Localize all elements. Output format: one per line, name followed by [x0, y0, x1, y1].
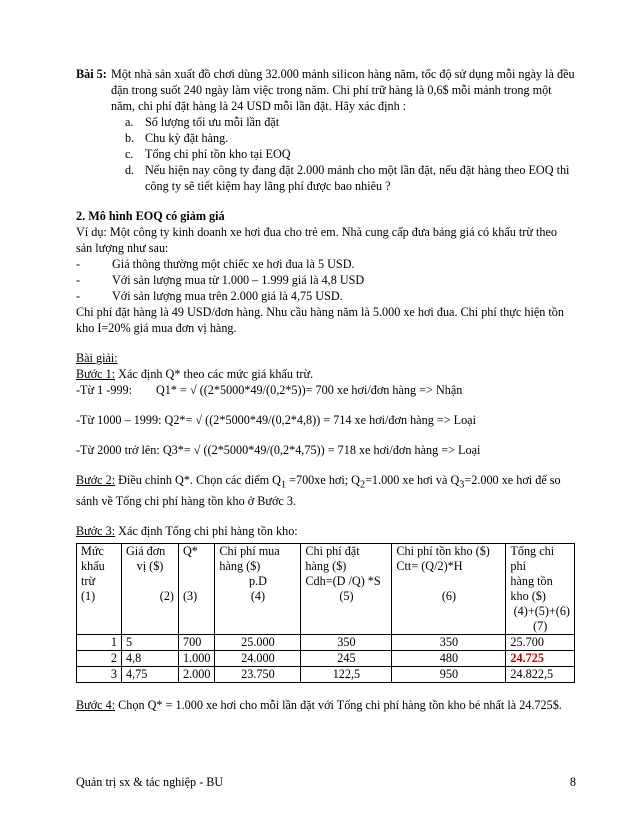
header-line: (4)+(5)+(6)	[513, 604, 570, 619]
bullet-text: Với sản lượng mua từ 1.000 – 1.999 giá là 4,8 USD	[112, 273, 365, 287]
page-footer	[76, 775, 576, 790]
table-cell: 2.000	[179, 667, 215, 683]
table-cell-highlight: 24.725	[506, 651, 575, 667]
subscript: 1	[280, 479, 287, 491]
header-line: hàng tồn kho ($)	[510, 574, 553, 604]
table-cell: 1.000	[179, 651, 215, 667]
table-cell: 122,5	[301, 667, 392, 683]
bullet-dash: -	[76, 257, 81, 271]
step3-text: Xác định Tổng chi phí hàng tồn kho:	[115, 524, 298, 539]
header-line: Giá đơn	[126, 544, 166, 559]
header-cell	[215, 544, 301, 635]
solution-heading: Bài giải:	[76, 351, 118, 365]
item-text: Tổng chi phí tồn kho tại EOQ	[145, 147, 291, 161]
header-line: Chi phí đặt	[305, 544, 360, 559]
header-line: Chi phí tồn kho ($)	[396, 544, 490, 559]
inventory-cost-table	[76, 543, 575, 683]
header-line: (1)	[81, 589, 96, 604]
step1-text: Xác định Q* theo các mức giá khấu trừ.	[115, 367, 314, 381]
header-cell	[506, 544, 575, 635]
item-text: Nếu hiện nay công ty đang đặt 2.000 mảnh cho một lần đặt, nếu đặt hàng theo EOQ thì công ty sẽ tiết kiệm hay lãng phí được bao nhiêu ?	[145, 163, 570, 193]
item-marker: d.	[125, 163, 135, 177]
table-cell: 23.750	[215, 667, 301, 683]
header-line: Q*	[183, 544, 198, 559]
table-cell: 245	[301, 651, 392, 667]
exercise-label: Bài 5:	[76, 67, 107, 81]
header-line: p.D	[248, 574, 267, 589]
header-line: trừ	[81, 574, 96, 589]
step4-label: Bước 4:	[76, 698, 116, 713]
table-cell: 25.000	[215, 635, 301, 651]
item-text: Chu kỳ đặt hàng.	[145, 131, 229, 145]
list-item	[125, 114, 576, 130]
item-text: Số lượng tối ưu mỗi lần đặt	[145, 115, 280, 129]
header-line: (3)	[183, 589, 198, 604]
header-line: (7)	[533, 619, 548, 634]
table-cell: 350	[392, 635, 506, 651]
header-line: khấu	[81, 559, 105, 574]
header-line	[183, 574, 210, 589]
header-line: hàng ($)	[305, 559, 347, 574]
header-line: hàng ($)	[219, 559, 261, 574]
q1-formula: Q1* = √ ((2*5000*49/(0,2*5))= 700 xe hơi/đơn hàng => Nhận	[156, 383, 463, 397]
table-row	[77, 651, 575, 667]
header-cell	[77, 544, 122, 635]
footer-title: Quản trị sx & tác nghiệp - BU	[76, 775, 224, 789]
table-cell: 1	[77, 635, 122, 651]
header-line: Ctt= (Q/2)*H	[396, 559, 463, 574]
step4-text: Chọn Q* = 1.000 xe hơi cho mỗi lần đặt với Tổng chi phí hàng tồn kho bé nhất là 24.725$.	[115, 698, 562, 713]
header-line: Cdh=(D /Q) *S	[305, 574, 381, 589]
header-line: Chi phí mua	[219, 544, 280, 559]
table-cell: 2	[77, 651, 122, 667]
q3-line: -Từ 2000 trở lên: Q3*= √ ((2*5000*49/(0,2*4,75)) = 718 xe hơi/đơn hàng => Loại	[76, 443, 481, 457]
header-line: (5)	[339, 589, 354, 604]
table-cell: 4,75	[122, 667, 179, 683]
step3-line	[76, 523, 576, 539]
step2-text: Điều chỉnh Q*. Chọn các điểm Q	[115, 473, 281, 487]
document-page	[76, 66, 576, 713]
step2-text: =700xe hơi; Q	[286, 473, 360, 487]
item-marker: b.	[125, 131, 135, 145]
header-line: (2)	[159, 589, 174, 604]
exercise-block	[76, 66, 576, 114]
step4-paragraph	[76, 697, 576, 713]
q1-range: -Từ 1 -999:	[76, 383, 133, 397]
table-header-row	[77, 544, 575, 635]
step2-text: =2.000 xe hơi để so sánh về Tổng chi phí hàng tồn kho ở Bước 3.	[76, 473, 561, 509]
subscript: 3	[459, 479, 465, 491]
header-line	[126, 574, 174, 589]
header-cell	[301, 544, 392, 635]
table-cell: 24.000	[215, 651, 301, 667]
step2-paragraph	[76, 472, 576, 509]
exercise-question-list	[76, 114, 576, 194]
list-item	[125, 162, 576, 194]
bullet-dash: -	[76, 273, 81, 287]
list-item	[125, 146, 576, 162]
list-item	[125, 130, 576, 146]
bullet-text: Giá thông thường một chiếc xe hơi đua là 5 USD.	[112, 257, 355, 271]
header-line: Tổng chi phí	[510, 544, 555, 574]
table-cell: 3	[77, 667, 122, 683]
table-cell: 950	[392, 667, 506, 683]
header-line: Mức	[81, 544, 104, 559]
header-line: (6)	[441, 589, 457, 604]
table-cell: 350	[301, 635, 392, 651]
q2-line: -Từ 1000 – 1999: Q2*= √ ((2*5000*49/(0,2*4,8)) = 714 xe hơi/đơn hàng => Loại	[76, 413, 476, 427]
step1-label: Bước 1:	[76, 367, 116, 381]
header-cell	[392, 544, 506, 635]
table-cell: 700	[179, 635, 215, 651]
example-intro: Ví dụ: Một công ty kinh doanh xe hơi đua cho trẻ em. Nhà cung cấp đưa bảng giá có khấu trừ theo sản lượng như sau:	[76, 225, 557, 255]
cost-paragraph: Chi phí đặt hàng là 49 USD/đơn hàng. Nhu cầu hàng năm là 5.000 xe hơi đua. Chi phí thực hiện tồn kho I=20% giá mua đơn vị hàng.	[76, 305, 564, 335]
header-line: vị ($)	[136, 559, 164, 574]
list-item	[76, 256, 576, 272]
q1-line	[76, 382, 576, 398]
exercise-text: Một nhà sản xuất đồ chơi dùng 32.000 mảnh silicon hàng năm, tốc độ sử dụng mỗi ngày là đều đặn trong suốt 240 ngày làm việc trong năm. Chi phí trữ hàng là 0,6$ mỗi mảnh trong một năm, chi phí đặt hàng là 24 USD mỗi lần đặt. Hãy xác định :	[111, 67, 575, 113]
item-marker: c.	[125, 147, 134, 161]
header-line	[183, 559, 210, 574]
table-row	[77, 667, 575, 683]
table-cell: 5	[122, 635, 179, 651]
step2-label: Bước 2:	[76, 473, 116, 487]
header-line	[396, 574, 501, 589]
page-number: 8	[569, 775, 576, 789]
header-line: (4)	[250, 589, 266, 604]
subscript: 2	[359, 479, 366, 491]
table-cell: 25.700	[506, 635, 575, 651]
item-marker: a.	[125, 115, 134, 129]
section-heading: 2. Mô hình EOQ có giảm giá	[76, 209, 225, 223]
table-cell: 4,8	[122, 651, 179, 667]
list-item	[76, 288, 576, 304]
bullet-text: Với sản lượng mua trên 2.000 giá là 4,75 USD.	[112, 289, 343, 303]
header-cell	[179, 544, 215, 635]
table-row	[77, 635, 575, 651]
step3-label: Bước 3:	[76, 524, 116, 539]
table-cell: 24.822,5	[506, 667, 575, 683]
table-cell: 480	[392, 651, 506, 667]
header-cell	[122, 544, 179, 635]
list-item	[76, 272, 576, 288]
step2-text: =1.000 xe hơi và Q	[365, 473, 460, 487]
bullet-dash: -	[76, 289, 81, 303]
step1-line	[76, 366, 576, 382]
